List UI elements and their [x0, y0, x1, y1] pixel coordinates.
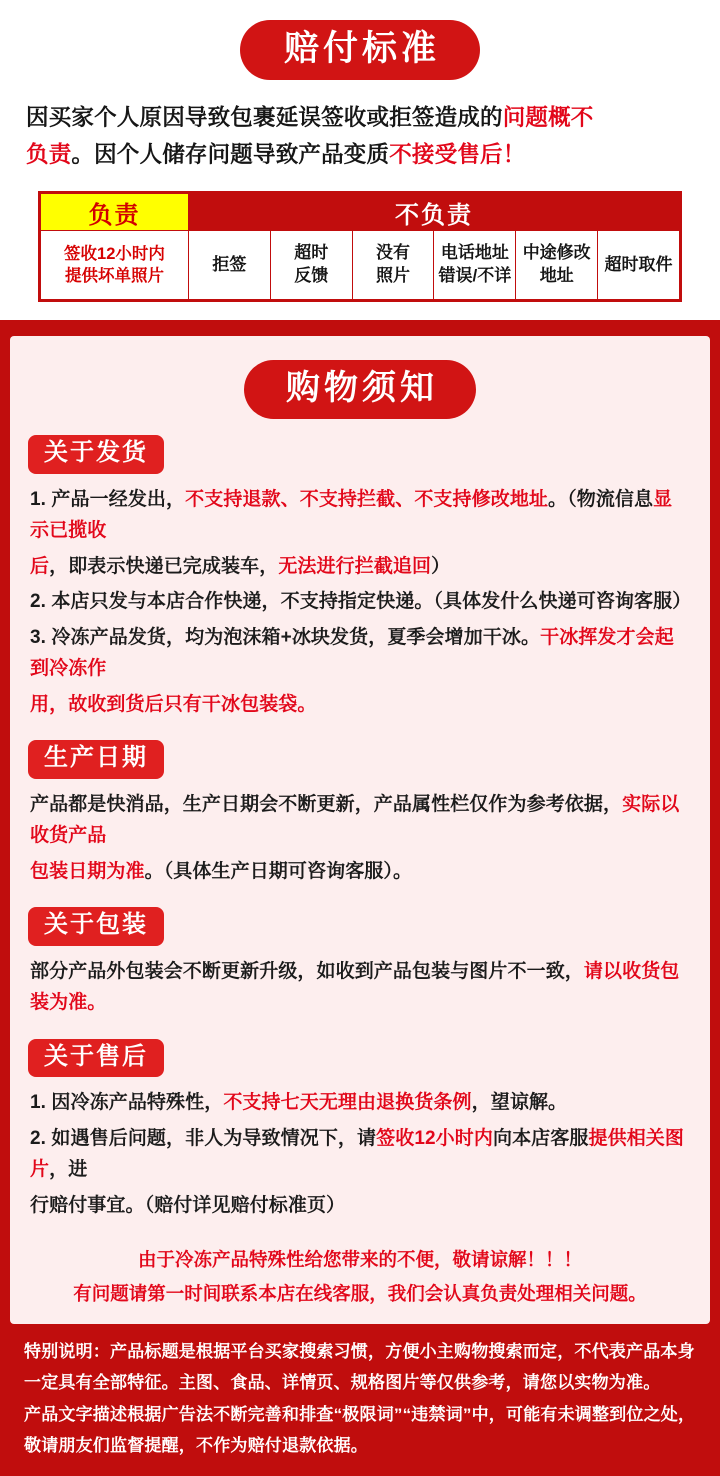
- notice-paragraph: [30, 586, 690, 618]
- notice-fragment: ，进: [49, 1159, 88, 1181]
- notice-paragraph: [30, 689, 690, 721]
- notice-fragment: 1. 产品一经发出，: [30, 488, 186, 510]
- notice-block-tag: 生产日期: [28, 740, 164, 778]
- shopping-notice-title-wrap: [10, 360, 710, 419]
- notice-block-tag: 关于包装: [28, 907, 164, 945]
- notice-fragment: 实际以收货产品: [30, 793, 680, 847]
- notice-block-tag: 关于售后: [28, 1039, 164, 1077]
- notice-fragment: ）: [431, 555, 451, 577]
- notice-fragment: 。（具体生产日期可咨询客服）。: [144, 860, 413, 882]
- notice-paragraph: [30, 856, 690, 888]
- table-cell-line: 中途修改: [522, 243, 591, 263]
- table-cell: [352, 231, 434, 300]
- notice-fragment: 部分产品外包装会不断更新升级，如收到产品包装与图片不一致，: [30, 960, 584, 982]
- notice-fragment: ，即表示快递已完成装车，: [49, 555, 279, 577]
- notice-fragment: 无法进行拦截追回: [278, 555, 432, 577]
- notice-fragment: 3. 冷冻产品发货，均为泡沫箱+冰块发货，夏季会增加干冰。: [30, 626, 541, 648]
- center-notes: [10, 1243, 710, 1310]
- notice-fragment: 包装日期为准: [30, 860, 145, 882]
- lede-line: [26, 137, 694, 173]
- compensation-lede: [26, 100, 694, 173]
- responsibility-table-wrap: [38, 191, 682, 302]
- table-cell: [270, 231, 352, 300]
- table-cell-line: 超时取件: [604, 254, 673, 274]
- notice-blocks: [10, 419, 710, 1221]
- notice-fragment: 向本店客服: [492, 1127, 589, 1149]
- table-cell-line: 地址: [539, 266, 574, 286]
- table-cell-line: 拒签: [212, 254, 247, 274]
- lede-fragment: 。因个人储存问题导致产品变质: [71, 141, 390, 167]
- notice-fragment: 签收12小时内: [376, 1127, 493, 1149]
- table-cell: [434, 231, 516, 300]
- notice-paragraph: [30, 551, 690, 583]
- notice-fragment: 2. 本店只发与本店合作快递，不支持指定快递。（具体发什么快递可咨询客服）: [30, 591, 692, 613]
- compensation-title: 赔付标准: [240, 20, 480, 80]
- notice-fragment: 显示已揽收: [30, 488, 673, 542]
- notice-paragraph: [30, 956, 690, 1019]
- table-cell-line: 错误/不详: [438, 266, 512, 286]
- table-cell-line: 没有: [376, 243, 411, 263]
- table-cell: [598, 231, 680, 300]
- shopping-notice-section: [0, 320, 720, 1476]
- notice-fragment: 用，故收到货后只有干冰包装袋。: [30, 693, 317, 715]
- notice-paragraph: [30, 1087, 690, 1119]
- disclaimer-line: 产品文字描述根据广告法不断完善和排查“极限词”“违禁词”中，可能有未调整到位之处，: [24, 1404, 696, 1424]
- table-cell: [516, 231, 598, 300]
- shopping-notice-card: [10, 336, 710, 1324]
- notice-block-tag: 关于发货: [28, 435, 164, 473]
- disclaimer-line: 敬请朋友们监督提醒，不作为赔付退款依据。: [24, 1436, 368, 1456]
- notice-fragment: 干冰挥发才会起到冷冻作: [30, 626, 674, 680]
- lede-line: [26, 100, 694, 136]
- notice-fragment: 。（物流信息: [548, 488, 654, 510]
- table-cell-line: 提供坏单照片: [64, 267, 164, 286]
- table-header-responsible: 负责: [41, 194, 189, 231]
- table-cell: [188, 231, 270, 300]
- notice-paragraph: [30, 789, 690, 852]
- lede-fragment: 负责: [26, 141, 72, 167]
- center-note-line: 有问题请第一时间联系本店在线客服，我们会认真负责处理相关问题。: [73, 1282, 647, 1304]
- notice-paragraph: [30, 1123, 690, 1186]
- notice-fragment: 1. 因冷冻产品特殊性，: [30, 1092, 224, 1114]
- table-cell-line: 签收12小时内: [64, 244, 165, 263]
- shopping-notice-title: 购物须知: [244, 360, 476, 419]
- lede-fragment: 问题概不: [502, 105, 594, 131]
- table-header-row: [41, 194, 680, 231]
- table-cell-line: 反馈: [294, 266, 329, 286]
- notice-fragment: ，望谅解。: [471, 1092, 568, 1114]
- notice-fragment: 行赔付事宜。（赔付详见赔付标准页）: [30, 1194, 346, 1216]
- notice-fragment: 提供相关图片: [30, 1127, 685, 1181]
- compensation-standard-section: [0, 0, 720, 320]
- disclaimer-line: 特别说明：产品标题是根据平台买家搜索习惯，方便小主购物搜索而定，不代表产品本身: [24, 1341, 695, 1361]
- notice-fragment: 不支持退款、不支持拦截、不支持修改地址: [185, 488, 549, 510]
- notice-paragraph: [30, 1190, 690, 1222]
- notice-fragment: 产品都是快消品，生产日期会不断更新，产品属性栏仅作为参考依据，: [30, 793, 623, 815]
- notice-fragment: 2. 如遇售后问题，非人为导致情况下，请: [30, 1127, 377, 1149]
- notice-paragraph: [30, 622, 690, 685]
- compensation-title-wrap: [0, 20, 720, 80]
- table-cell-line: 电话地址: [440, 243, 509, 263]
- notice-fragment: 后: [30, 555, 50, 577]
- responsibility-table: [40, 193, 680, 300]
- table-cell: [41, 231, 189, 300]
- table-header-not-responsible: 不负责: [188, 194, 679, 231]
- table-cell-line: 照片: [376, 266, 411, 286]
- disclaimer-block: [10, 1338, 710, 1460]
- notice-paragraph: [30, 484, 690, 547]
- table-row: [41, 231, 680, 300]
- lede-fragment: 不接受售后！: [389, 141, 526, 167]
- table-cell-line: 超时: [294, 243, 329, 263]
- notice-fragment: 不支持七天无理由退换货条例: [223, 1092, 472, 1114]
- center-note-line: 由于冷冻产品特殊性给您带来的不便，敬请谅解！！！: [137, 1249, 582, 1271]
- disclaimer-line: 一定具有全部特征。主图、食品、详情页、规格图片等仅供参考，请您以实物为准。: [24, 1373, 661, 1393]
- lede-fragment: 因买家个人原因导致包裹延误签收或拒签造成的: [26, 105, 503, 131]
- notice-fragment: 请以收货包装为准。: [30, 960, 680, 1014]
